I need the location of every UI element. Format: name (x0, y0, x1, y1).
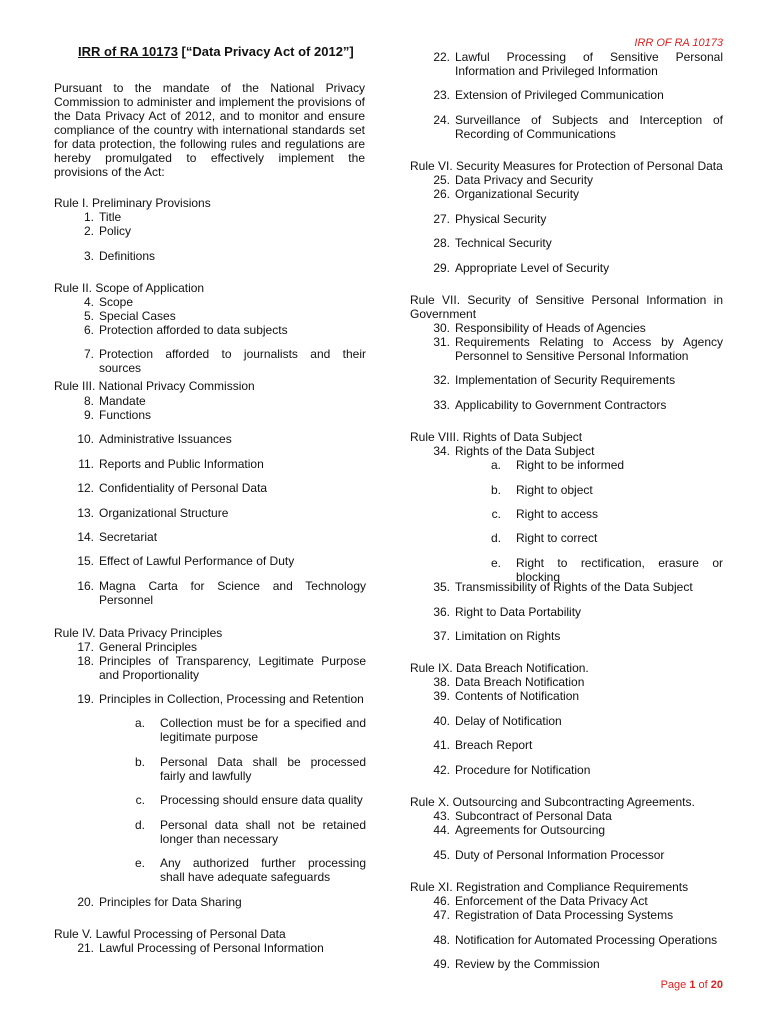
list-item: 47. Registration of Data Processing Systems (433, 908, 674, 922)
sub-item: b. Right to object (490, 483, 593, 497)
list-item: 38. Data Breach Notification (433, 675, 585, 689)
list-item: 43. Subcontract of Personal Data (433, 809, 612, 823)
list-item: 7. Protection afforded to journalists and their sources (83, 347, 366, 375)
list-item: 42. Procedure for Notification (433, 763, 591, 777)
list-item: 32. Implementation of Security Requirements (433, 373, 676, 387)
list-item: 16. Magna Carta for Science and Technology Personnel (77, 579, 366, 607)
sub-item: c. Processing should ensure data quality (135, 793, 363, 807)
sub-item: e. Any authorized further processing shall have adequate safeguards (134, 856, 366, 884)
rule-heading: Rule V. Lawful Processing of Personal Data (54, 927, 286, 941)
list-item: 4. Scope (83, 295, 134, 309)
rule-heading: Rule IX. Data Breach Notification. (410, 661, 589, 675)
list-item: 22. Lawful Processing of Sensitive Personal Information and Privileged Information (433, 50, 723, 78)
list-item: 33. Applicability to Government Contractors (433, 398, 667, 412)
list-item: 8. Mandate (83, 394, 146, 408)
rule-heading: Rule III. National Privacy Commission (54, 379, 255, 393)
list-item: 9. Functions (83, 408, 152, 422)
list-item: 48. Notification for Automated Processing Operations (433, 933, 718, 947)
list-item: 34. Rights of the Data Subject (433, 444, 595, 458)
list-item: 31. Requirements Relating to Access by Agency Personnel to Sensitive Personal Information (433, 335, 723, 363)
rule-heading: Rule II. Scope of Application (54, 281, 205, 295)
list-item: 29. Appropriate Level of Security (433, 261, 610, 275)
list-item: 2. Policy (83, 224, 132, 238)
list-item: 6. Protection afforded to data subjects (83, 323, 288, 337)
intro-paragraph: Pursuant to the mandate of the National Privacy Commission to administer and implement the provisions of the Data Privacy Act of 2012, and to monitor and ensure compliance of the country with international standards set for data protection, the following rules and regulations are hereby promulgated to effectively implement the provisions of the Act: (54, 81, 365, 179)
list-item: 26. Organizational Security (433, 187, 580, 201)
list-item: 25. Data Privacy and Security (433, 173, 594, 187)
rule-heading: Rule VII. Security of Sensitive Personal Information in Government (410, 293, 723, 321)
list-item: 41. Breach Report (433, 738, 533, 752)
list-item: 21. Lawful Processing of Personal Information (77, 941, 324, 955)
list-item: 10. Administrative Issuances (77, 432, 232, 446)
list-item: 13. Organizational Structure (77, 506, 229, 520)
list-item: 12. Confidentiality of Personal Data (77, 481, 268, 495)
rule-heading: Rule VIII. Rights of Data Subject (410, 430, 583, 444)
rule-heading: Rule XI. Registration and Compliance Requirements (410, 880, 689, 894)
sub-item: d. Personal data shall not be retained longer than necessary (134, 818, 366, 846)
list-item: 40. Delay of Notification (433, 714, 562, 728)
list-item: 1. Title (83, 210, 122, 224)
list-item: 11. Reports and Public Information (78, 457, 264, 471)
list-item: 19. Principles in Collection, Processing and Retention (77, 692, 364, 706)
list-item: 45. Duty of Personal Information Processor (433, 848, 665, 862)
sub-item: a. Collection must be for a specified and legitimate purpose (134, 716, 366, 744)
list-item: 30. Responsibility of Heads of Agencies (433, 321, 646, 335)
list-item: 28. Technical Security (433, 236, 552, 250)
sub-item: e. Right to rectification, erasure or blocking (490, 556, 723, 584)
sub-item: b. Personal Data shall be processed fairly and lawfully (134, 755, 366, 783)
list-item: 24. Surveillance of Subjects and Interception of Recording of Communications (433, 113, 723, 141)
sub-item: a. Right to be informed (490, 458, 625, 472)
document-title (78, 44, 354, 59)
list-item: 27. Physical Security (433, 212, 547, 226)
list-item: 5. Special Cases (83, 309, 176, 323)
title-main: IRR of RA 10173 (78, 44, 178, 59)
list-item: 37. Limitation on Rights (433, 629, 561, 643)
page-number-footer: Page 1 of 20 (660, 979, 723, 991)
list-item: 23. Extension of Privileged Communication (433, 88, 664, 102)
list-item: 35. Transmissibility of Rights of the Data Subject (433, 580, 693, 594)
list-item: 15. Effect of Lawful Performance of Duty (77, 554, 295, 568)
sub-item: d. Right to correct (490, 531, 598, 545)
sub-item: c. Right to access (491, 507, 599, 521)
list-item: 14. Secretariat (77, 530, 158, 544)
rule-heading: Rule I. Preliminary Provisions (54, 196, 211, 210)
list-item: 17. General Principles (77, 640, 198, 654)
title-rest: [“Data Privacy Act of 2012”] (177, 44, 354, 59)
list-item: 18. Principles of Transparency, Legitimate Purpose and Proportionality (77, 654, 366, 682)
list-item: 39. Contents of Notification (433, 689, 580, 703)
rule-heading: Rule IV. Data Privacy Principles (54, 626, 223, 640)
rule-heading: Rule VI. Security Measures for Protection of Personal Data (410, 159, 723, 173)
list-item: 20. Principles for Data Sharing (77, 895, 242, 909)
list-item: 44. Agreements for Outsourcing (433, 823, 606, 837)
list-item: 3. Definitions (83, 249, 156, 263)
list-item: 49. Review by the Commission (433, 957, 600, 971)
list-item: 46. Enforcement of the Data Privacy Act (433, 894, 648, 908)
rule-heading: Rule X. Outsourcing and Subcontracting Agreements. (410, 795, 695, 809)
running-header: IRR OF RA 10173 (634, 37, 723, 49)
list-item: 36. Right to Data Portability (433, 605, 582, 619)
